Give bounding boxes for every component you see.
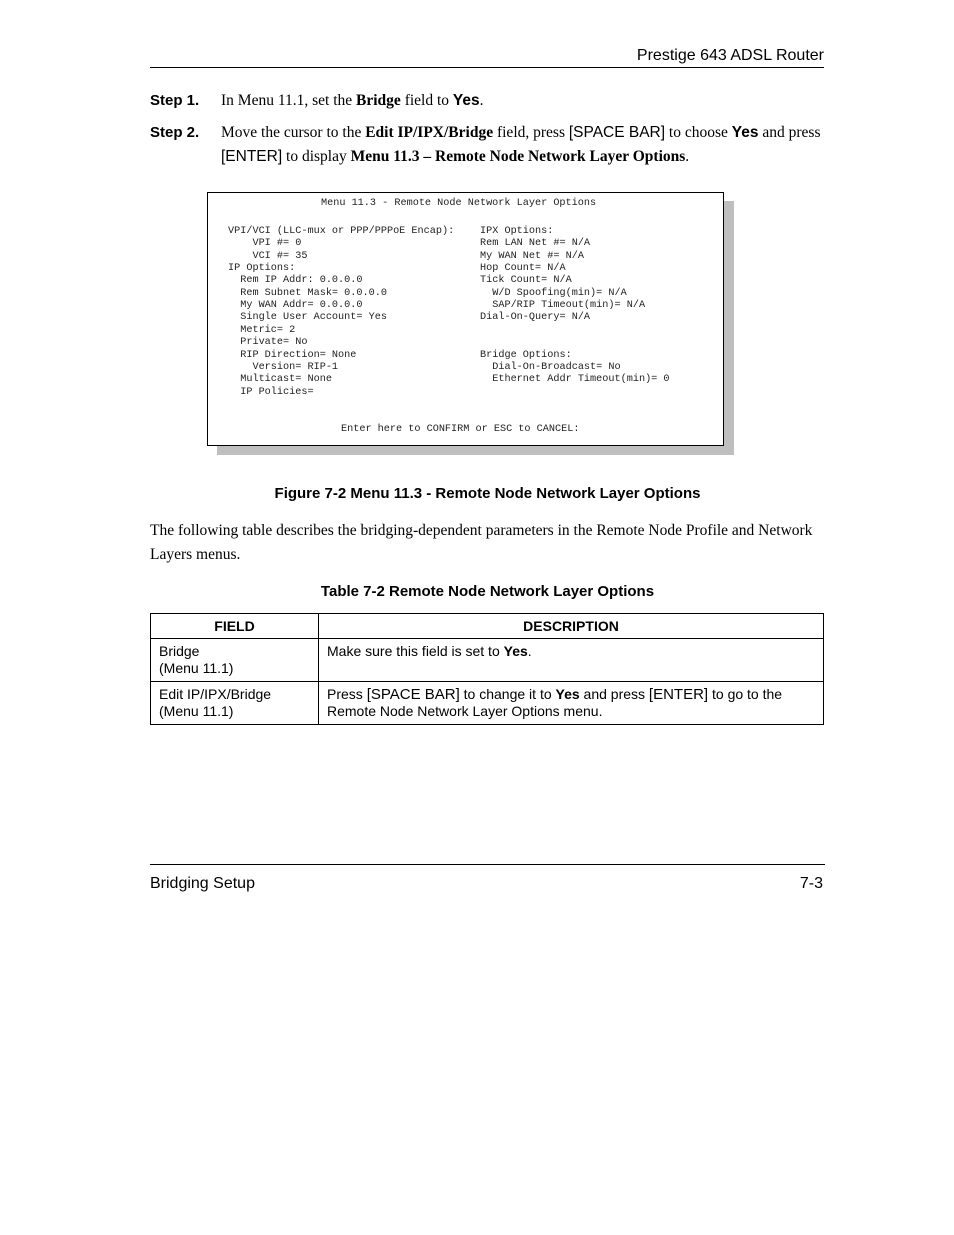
step-2-text-c: to choose [665, 124, 732, 141]
description-cell [319, 639, 824, 682]
desc-text: Press [327, 686, 367, 702]
screen-line-left: IP Policies= [228, 386, 314, 398]
desc-text: . [527, 643, 532, 659]
screen-line-right: Bridge Options: [480, 349, 572, 361]
step-1-bridge: Bridge [356, 92, 401, 109]
table-row [151, 682, 824, 725]
field-menu: (Menu 11.1) [159, 703, 234, 719]
step-1-text-a: In Menu 11.1, set the [221, 92, 357, 109]
desc-text: Make sure this field is set to [327, 643, 504, 659]
terminal-screen [207, 192, 724, 446]
screen-line-right: Rem LAN Net #= N/A [480, 238, 591, 250]
parameters-table [150, 613, 824, 725]
desc-yes: Yes [555, 686, 580, 702]
screen-line-left: Version= RIP-1 [228, 361, 339, 373]
screen-line-right: Dial-On-Broadcast= No [480, 361, 621, 373]
screen-line-right: SAP/RIP Timeout(min)= N/A [480, 300, 646, 312]
screen-line-left: Metric= 2 [228, 324, 296, 336]
table-header-row [151, 614, 824, 639]
screen-line-left: IP Options: [228, 263, 296, 275]
screen-line-right: Hop Count= N/A [480, 263, 566, 275]
desc-yes: Yes [503, 643, 528, 659]
step-2-text-a: Move the cursor to the [221, 124, 366, 141]
screen-prompt: Enter here to CONFIRM or ESC to CANCEL: [341, 424, 580, 435]
screen-line-right: My WAN Net #= N/A [480, 250, 584, 262]
step-2-text-d: and press [758, 124, 821, 141]
table-caption: Table 7-2 Remote Node Network Layer Options [320, 583, 655, 600]
screen-title: Menu 11.3 - Remote Node Network Layer Options [321, 198, 597, 209]
field-cell [151, 639, 319, 682]
intro-paragraph: The following table describes the bridging-dependent parameters in the Remote Node Profile and Network Layers menus. [150, 522, 813, 563]
screen-line-left: VCI #= 35 [228, 250, 308, 262]
step-2-text-e: to display [282, 148, 351, 165]
description-cell [319, 682, 824, 725]
header-divider [150, 67, 824, 68]
footer-page-number: 7-3 [799, 875, 823, 892]
field-name: Bridge [159, 643, 200, 659]
screen-line-left: Rem Subnet Mask= 0.0.0.0 [228, 287, 387, 299]
screen-line-right: W/D Spoofing(min)= N/A [480, 287, 627, 299]
step-2-field: Edit IP/IPX/Bridge [365, 124, 494, 141]
table-row [151, 639, 824, 682]
step-2-menu: Menu 11.3 – Remote Node Network Layer Options [350, 148, 686, 165]
screen-line-left: Rem IP Addr: 0.0.0.0 [228, 275, 363, 287]
step-2-enter: [ENTER] [221, 148, 283, 165]
step-2-text-b: field, press [493, 124, 569, 141]
step-1-yes: Yes [452, 92, 480, 109]
step-2-text [221, 121, 821, 169]
field-cell [151, 682, 319, 725]
step-1-text-b: field to [400, 92, 453, 109]
screen-line-left: RIP Direction= None [228, 349, 357, 361]
field-menu: (Menu 11.1) [159, 660, 234, 676]
screen-line-left: My WAN Addr= 0.0.0.0 [228, 300, 363, 312]
step-1-text [221, 89, 821, 113]
screen-line-right: Dial-On-Query= N/A [480, 312, 591, 324]
step-1-label: Step 1. [150, 92, 200, 109]
step-2-spacebar: [SPACE BAR] [568, 124, 666, 141]
header-field: FIELD [151, 614, 319, 639]
header-description: DESCRIPTION [319, 614, 824, 639]
screen-line-right: Ethernet Addr Timeout(min)= 0 [480, 374, 670, 386]
screen-line-left: VPI #= 0 [228, 238, 302, 250]
footer-divider [150, 864, 825, 865]
screen-line-right: IPX Options: [480, 226, 554, 237]
desc-text: and press [579, 686, 649, 702]
desc-text: to go to the Remote Node Network Layer Options menu. [327, 686, 783, 719]
screen-line-right: Tick Count= N/A [480, 275, 572, 287]
screen-line-left: Private= No [228, 337, 308, 349]
figure-caption: Figure 7-2 Menu 11.3 - Remote Node Network Layer Options [274, 485, 701, 502]
page-header-title: Prestige 643 ADSL Router [636, 47, 824, 64]
step-2-yes: Yes [731, 124, 759, 141]
step-2-period: . [685, 148, 690, 165]
screen-line-left: VPI/VCI (LLC-mux or PPP/PPPoE Encap): [228, 226, 455, 237]
footer-section-title: Bridging Setup [150, 875, 255, 892]
desc-spacebar: [SPACE BAR] [366, 686, 460, 703]
screen-line-left: Multicast= None [228, 374, 332, 386]
step-2-label: Step 2. [150, 124, 200, 141]
screen-line-left: Single User Account= Yes [228, 312, 387, 324]
desc-enter: [ENTER] [648, 686, 709, 703]
field-name: Edit IP/IPX/Bridge [159, 686, 272, 702]
desc-text: to change it to [459, 686, 556, 702]
step-1-period: . [479, 92, 484, 109]
